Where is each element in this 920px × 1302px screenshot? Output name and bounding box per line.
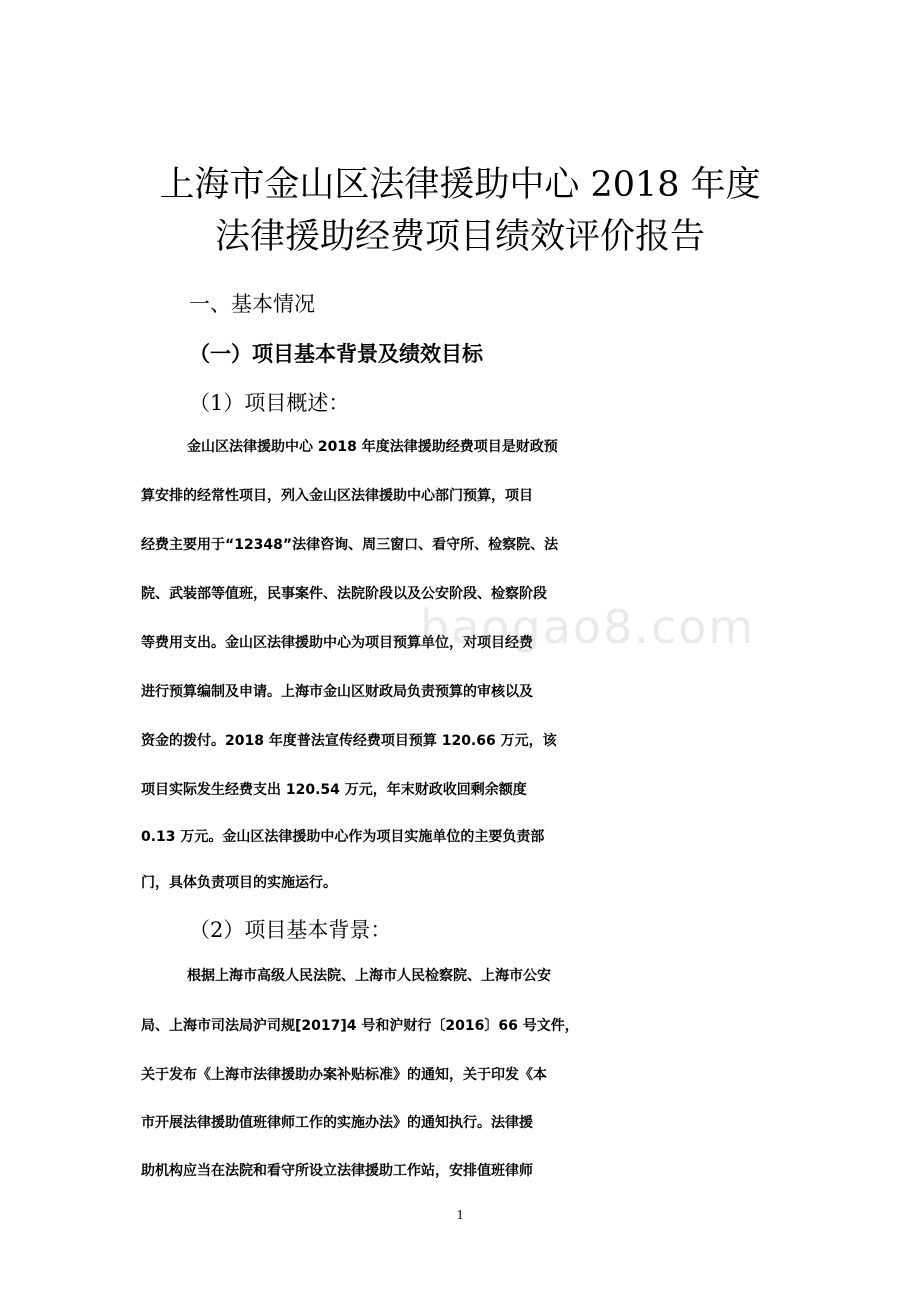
- paragraph-1-line: 金山区法律援助中心 2018 年度法律援助经费项目是财政预: [187, 439, 558, 455]
- paragraph-1-line: 院、武装部等值班，民事案件、法院阶段以及公安阶段、检察阶段: [141, 586, 547, 602]
- paragraph-2-line: 助机构应当在法院和看守所设立法律援助工作站，安排值班律师: [141, 1163, 533, 1179]
- paragraph-1-line: 资金的拨付。2018 年度普法宣传经费项目预算 120.66 万元，该: [141, 733, 557, 749]
- paragraph-2-line: 市开展法律援助值班律师工作的实施办法》的通知执行。法律援: [141, 1115, 533, 1131]
- paragraph-1-line: 0.13 万元。金山区法律援助中心作为项目实施单位的主要负责部: [141, 829, 545, 845]
- paragraph-1-line: 算安排的经常性项目，列入金山区法律援助中心部门预算，项目: [141, 488, 533, 504]
- subsection-heading-background: （一）项目基本背景及绩效目标: [189, 341, 483, 366]
- watermark: baogao8.com: [420, 600, 756, 654]
- paragraph-1-line: 进行预算编制及申请。上海市金山区财政局负责预算的审核以及: [141, 684, 533, 700]
- report-title-line-2: 法律援助经费项目绩效评价报告: [214, 217, 705, 257]
- page-number: 1: [456, 1208, 464, 1223]
- paragraph-1-line: 项目实际发生经费支出 120.54 万元，年末财政收回剩余额度: [141, 782, 527, 798]
- paragraph-2-line: 根据上海市高级人民法院、上海市人民检察院、上海市公安: [187, 968, 551, 984]
- paragraph-1-line: 经费主要用于“12348”法律咨询、周三窗口、看守所、检察院、法: [141, 537, 559, 553]
- report-title-line-1: 上海市金山区法律援助中心 2018 年度: [159, 165, 761, 205]
- paragraph-2-line: 关于发布《上海市法律援助办案补贴标准》的通知，关于印发《本: [141, 1067, 547, 1083]
- item-heading-background: （2）项目基本背景：: [189, 918, 392, 942]
- paragraph-1-line: 等费用支出。金山区法律援助中心为项目预算单位，对项目经费: [141, 635, 533, 651]
- paragraph-2-line: 局、上海市司法局沪司规[2017]4 号和沪财行〔2016〕66 号文件，: [141, 1018, 579, 1034]
- item-heading-overview: （1）项目概述：: [189, 391, 350, 415]
- paragraph-1-line: 门，具体负责项目的实施运行。: [141, 875, 337, 891]
- section-heading-basic-info: 一、基本情况: [189, 292, 315, 316]
